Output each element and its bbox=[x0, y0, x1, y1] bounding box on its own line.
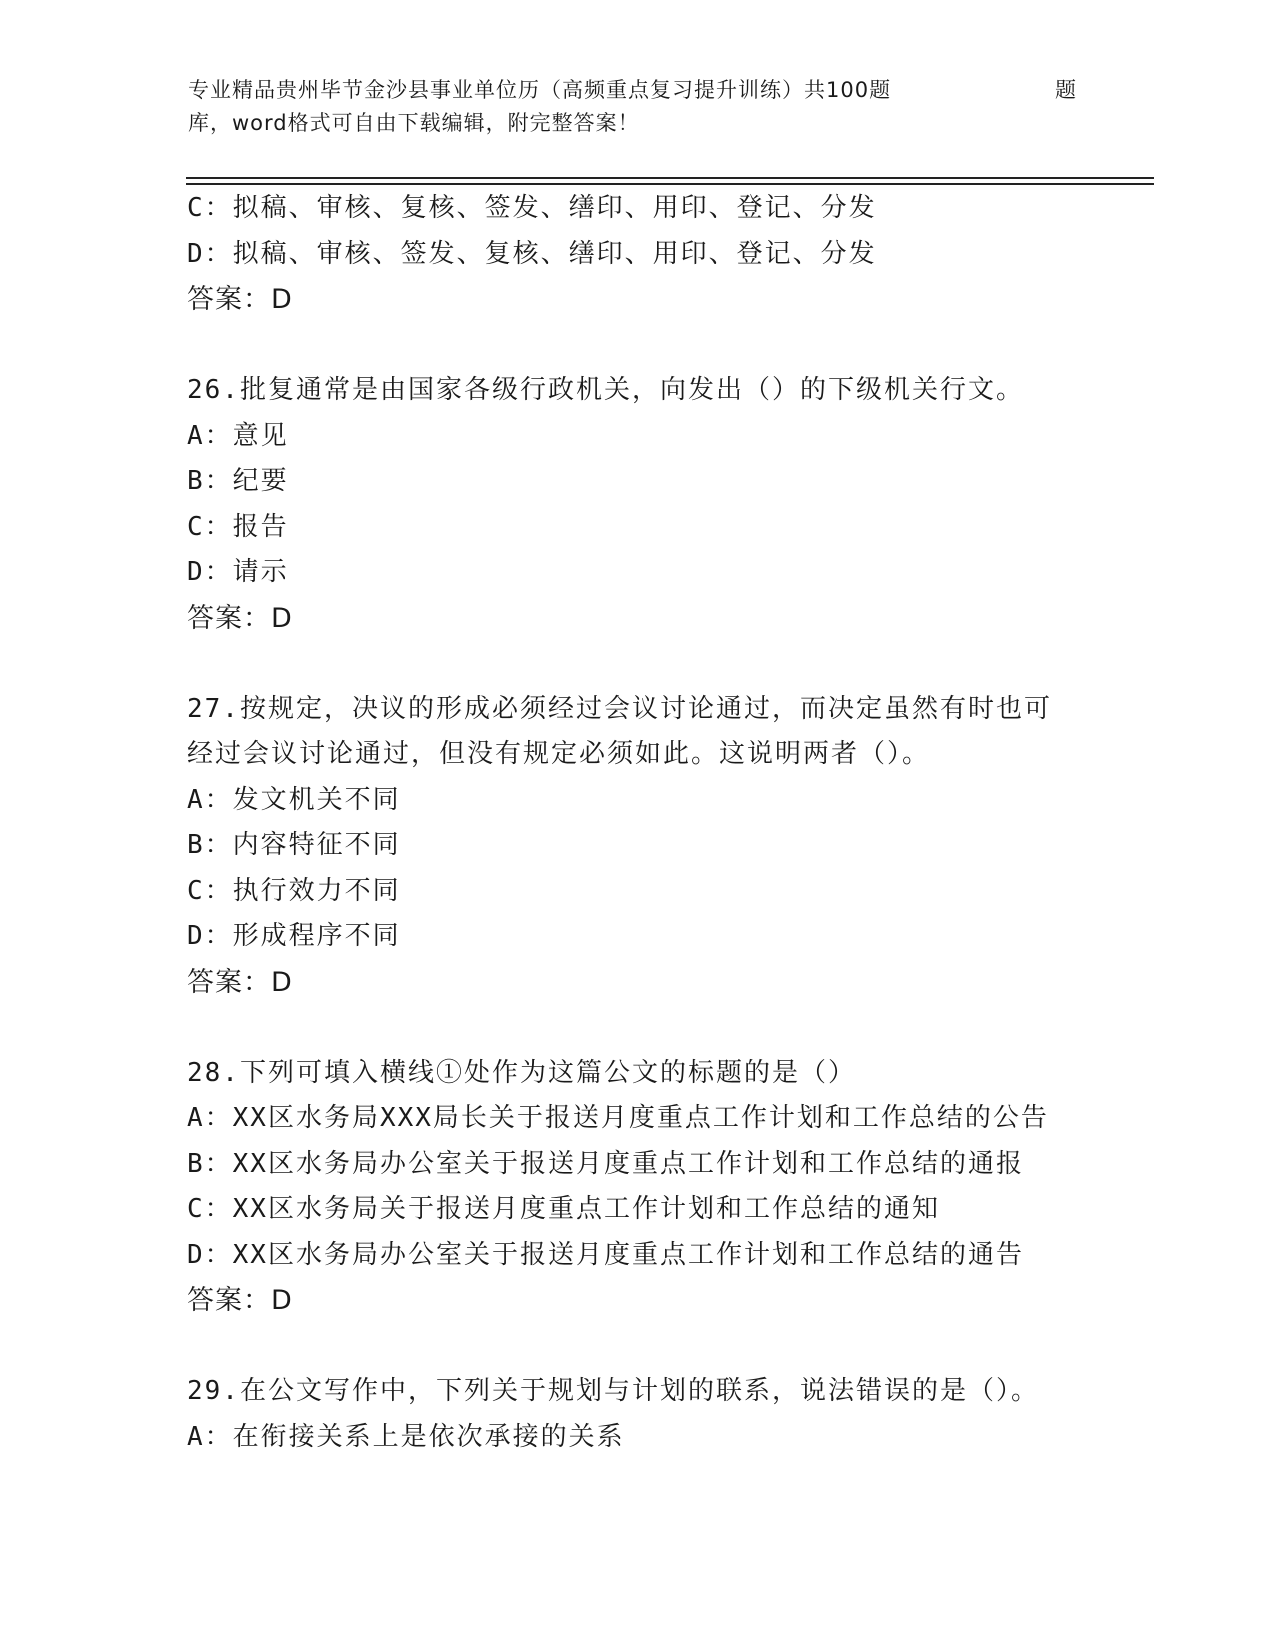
question-text-line1: 27.按规定，决议的形成必须经过会议讨论通过，而决定虽然有时也可 bbox=[187, 693, 1052, 724]
question-block-25 bbox=[187, 186, 1107, 323]
question-block-28 bbox=[187, 1051, 1107, 1324]
option-c: C：XX区水务局关于报送月度重点工作计划和工作总结的通知 bbox=[187, 1194, 940, 1224]
spacer bbox=[187, 1005, 1107, 1051]
question-text: 28.下列可填入横线①处作为这篇公文的标题的是（） bbox=[187, 1057, 856, 1088]
option-c: C：报告 bbox=[187, 511, 289, 542]
spacer bbox=[187, 323, 1107, 369]
option-a: A：XX区水务局XXX局长关于报送月度重点工作计划和工作总结的公告 bbox=[187, 1103, 1049, 1133]
answer-line: 答案：D bbox=[187, 966, 293, 998]
option-d: D：拟稿、审核、签发、复核、缮印、用印、登记、分发 bbox=[187, 238, 877, 269]
question-block-27 bbox=[187, 687, 1107, 1006]
option-d: D：请示 bbox=[187, 557, 289, 587]
document-body bbox=[187, 186, 1107, 1460]
option-b: B：内容特征不同 bbox=[187, 830, 401, 860]
spacer bbox=[187, 641, 1107, 687]
option-d: D：XX区水务局办公室关于报送月度重点工作计划和工作总结的通告 bbox=[187, 1239, 1024, 1270]
question-text: 29.在公文写作中，下列关于规划与计划的联系，说法错误的是（）。 bbox=[187, 1376, 1039, 1406]
option-b: B：纪要 bbox=[187, 466, 289, 496]
option-a: A：意见 bbox=[187, 420, 289, 451]
document-header bbox=[188, 74, 1088, 140]
header-title-line1: 专业精品贵州毕节金沙县事业单位历（高频重点复习提升训练）共100题 bbox=[188, 78, 892, 102]
question-text-line2: 经过会议讨论通过，但没有规定必须如此。这说明两者（）。 bbox=[187, 739, 931, 769]
answer-line: 答案：D bbox=[187, 602, 293, 634]
option-c: C：拟稿、审核、复核、签发、缮印、用印、登记、分发 bbox=[187, 193, 877, 223]
header-title-line2: 库，word格式可自由下载编辑，附完整答案！ bbox=[188, 111, 640, 135]
option-c: C：执行效力不同 bbox=[187, 875, 401, 906]
option-a: A：在衔接关系上是依次承接的关系 bbox=[187, 1421, 625, 1452]
question-text: 26.批复通常是由国家各级行政机关，向发出（）的下级机关行文。 bbox=[187, 375, 1024, 405]
option-a: A：发文机关不同 bbox=[187, 784, 401, 815]
answer-line: 答案：D bbox=[187, 1285, 293, 1316]
answer-line: 答案：D bbox=[187, 284, 293, 315]
header-divider-top bbox=[186, 177, 1154, 179]
option-b: B：XX区水务局办公室关于报送月度重点工作计划和工作总结的通报 bbox=[187, 1148, 1024, 1179]
question-block-26 bbox=[187, 368, 1107, 641]
header-divider-bottom bbox=[186, 183, 1154, 185]
option-d: D：形成程序不同 bbox=[187, 921, 401, 951]
question-block-29 bbox=[187, 1369, 1107, 1460]
spacer bbox=[187, 1324, 1107, 1370]
header-title-tail: 题 bbox=[1055, 78, 1076, 102]
